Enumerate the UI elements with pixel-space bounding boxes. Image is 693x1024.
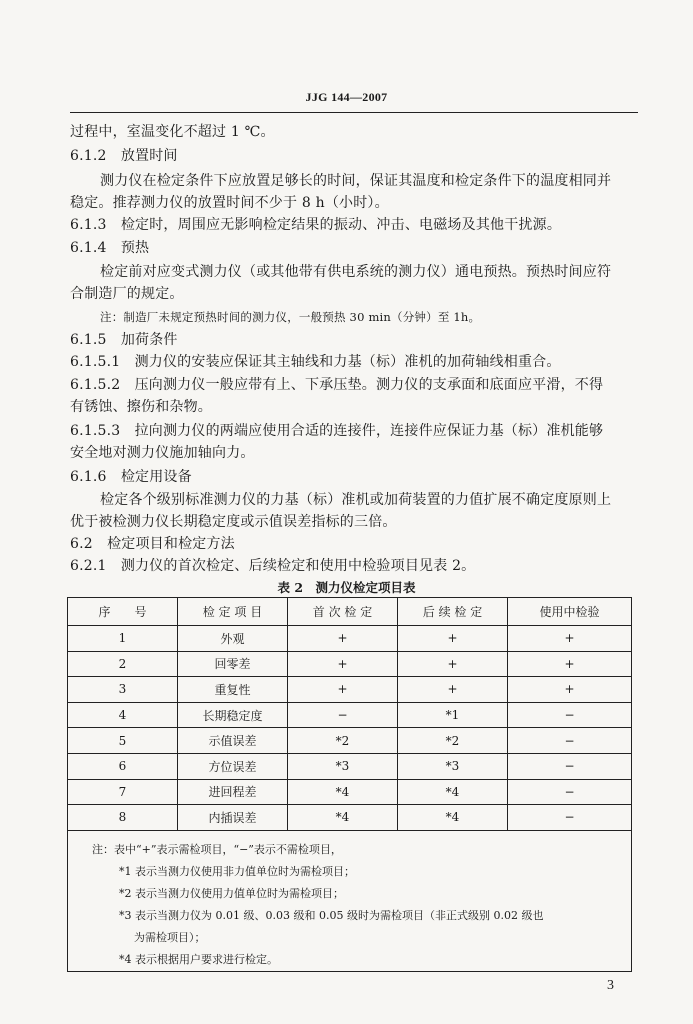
table-row bbox=[68, 779, 632, 805]
table-row bbox=[68, 805, 632, 831]
table-row bbox=[68, 753, 632, 779]
header-cell: 首 次 检 定 bbox=[288, 598, 398, 626]
table-cell: + bbox=[398, 651, 508, 677]
paragraph: 测力仪在检定条件下应放置足够长的时间，保证其温度和检定条件下的温度相同并 bbox=[100, 173, 612, 189]
section-heading-6-1-3: 6.1.3 检定时，周围应无影响检定结果的振动、冲击、电磁场及其他干扰源。 bbox=[70, 217, 562, 233]
table-row bbox=[68, 677, 632, 703]
section-heading-6-2: 6.2 检定项目和检定方法 bbox=[70, 536, 235, 552]
table-header-row bbox=[68, 598, 632, 626]
table-cell: *4 bbox=[398, 779, 508, 805]
table-cell: *3 bbox=[398, 753, 508, 779]
table-cell: 回零差 bbox=[178, 651, 288, 677]
table-cell: − bbox=[508, 728, 632, 754]
section-heading-6-1-4: 6.1.4 预热 bbox=[70, 240, 150, 256]
table-cell: *2 bbox=[398, 728, 508, 754]
table-cell: 7 bbox=[68, 779, 178, 805]
paragraph: 检定各个级别标准测力仪的力基（标）准机或加荷装置的力值扩展不确定度原则上 bbox=[100, 492, 612, 508]
note: 注：制造厂未规定预热时间的测力仪，一般预热 30 min（分钟）至 1h。 bbox=[100, 310, 481, 324]
table-cell: 4 bbox=[68, 702, 178, 728]
standard-code: JJG 144—2007 bbox=[305, 90, 388, 104]
table-note: 注：表中“+”表示需检项目，“−”表示不需检项目， bbox=[92, 842, 342, 856]
table-row bbox=[68, 728, 632, 754]
table-cell: 3 bbox=[68, 677, 178, 703]
table-cell: 长期稳定度 bbox=[178, 702, 288, 728]
section-heading-6-1-5: 6.1.5 加荷条件 bbox=[70, 332, 178, 348]
paragraph: 过程中，室温变化不超过 1 ℃。 bbox=[70, 124, 275, 140]
table-note: *2 表示当测力仪使用力值单位时为需检项目； bbox=[119, 886, 344, 900]
table-cell: + bbox=[508, 651, 632, 677]
table-cell: + bbox=[508, 626, 632, 652]
table-cell: + bbox=[288, 651, 398, 677]
table-cell: 6 bbox=[68, 753, 178, 779]
table-note: *3 表示当测力仪为 0.01 级、0.03 级和 0.05 级时为需检项目（非正式级别 0.02 级也 bbox=[119, 908, 544, 922]
paragraph: 检定前对应变式测力仪（或其他带有供电系统的测力仪）通电预热。预热时间应符 bbox=[100, 264, 612, 280]
table-cell: + bbox=[288, 626, 398, 652]
table-cell: 2 bbox=[68, 651, 178, 677]
header-cell: 检 定 项 目 bbox=[178, 598, 288, 626]
table-cell: *1 bbox=[398, 702, 508, 728]
section-heading-6-1-6: 6.1.6 检定用设备 bbox=[70, 469, 192, 485]
section-heading-6-1-2: 6.1.2 放置时间 bbox=[70, 148, 178, 164]
inspection-items-table bbox=[67, 597, 632, 972]
table-cell: 重复性 bbox=[178, 677, 288, 703]
header-rule bbox=[70, 112, 638, 113]
table-note: *1 表示当测力仪使用非力值单位时为需检项目； bbox=[119, 864, 355, 878]
paragraph: 优于被检测力仪长期稳定度或示值误差指标的三倍。 bbox=[70, 514, 397, 530]
table-note: 为需检项目）； bbox=[134, 930, 206, 944]
table-caption: 表 2 测力仪检定项目表 bbox=[277, 580, 416, 595]
header-cell: 使用中检验 bbox=[508, 598, 632, 626]
table-cell: − bbox=[508, 805, 632, 831]
table-cell: + bbox=[398, 677, 508, 703]
table-cell: 1 bbox=[68, 626, 178, 652]
table-cell: 内插误差 bbox=[178, 805, 288, 831]
table-notes bbox=[68, 830, 632, 971]
table-cell: 示值误差 bbox=[178, 728, 288, 754]
table-row bbox=[68, 702, 632, 728]
table-row bbox=[68, 651, 632, 677]
table-cell: *4 bbox=[288, 779, 398, 805]
paragraph-6-1-5-3: 6.1.5.3 拉向测力仪的两端应使用合适的连接件，连接件应保证力基（标）准机能够 bbox=[70, 423, 604, 439]
header-cell: 序 号 bbox=[68, 598, 178, 626]
table-cell: *3 bbox=[288, 753, 398, 779]
table-cell: 8 bbox=[68, 805, 178, 831]
table-cell: + bbox=[508, 677, 632, 703]
table-cell: *4 bbox=[288, 805, 398, 831]
table-cell: 方位误差 bbox=[178, 753, 288, 779]
table-cell: + bbox=[288, 677, 398, 703]
paragraph: 安全地对测力仪施加轴向力。 bbox=[70, 445, 255, 461]
table-note: *4 表示根据用户要求进行检定。 bbox=[119, 952, 278, 966]
table-cell: + bbox=[398, 626, 508, 652]
table-cell: 5 bbox=[68, 728, 178, 754]
table-row bbox=[68, 626, 632, 652]
table-cell: 外观 bbox=[178, 626, 288, 652]
paragraph: 有锈蚀、擦伤和杂物。 bbox=[70, 399, 212, 415]
table-cell: *4 bbox=[398, 805, 508, 831]
paragraph: 合制造厂的规定。 bbox=[70, 286, 184, 302]
paragraph-6-1-5-1: 6.1.5.1 测力仪的安装应保证其主轴线和力基（标）准机的加荷轴线相重合。 bbox=[70, 354, 561, 370]
table-cell: 进回程差 bbox=[178, 779, 288, 805]
paragraph-6-1-5-2: 6.1.5.2 压向测力仪一般应带有上、下承压垫。测力仪的支承面和底面应平滑，不得 bbox=[70, 377, 604, 393]
header-cell: 后 续 检 定 bbox=[398, 598, 508, 626]
table-notes-row bbox=[68, 830, 632, 971]
paragraph-6-2-1: 6.2.1 测力仪的首次检定、后续检定和使用中检验项目见表 2。 bbox=[70, 558, 476, 574]
table-cell: − bbox=[508, 779, 632, 805]
table-cell: − bbox=[508, 753, 632, 779]
table-cell: *2 bbox=[288, 728, 398, 754]
page-number: 3 bbox=[607, 978, 614, 993]
paragraph: 稳定。推荐测力仪的放置时间不少于 8 h（小时）。 bbox=[70, 195, 389, 211]
table-cell: − bbox=[508, 702, 632, 728]
table-cell: − bbox=[288, 702, 398, 728]
